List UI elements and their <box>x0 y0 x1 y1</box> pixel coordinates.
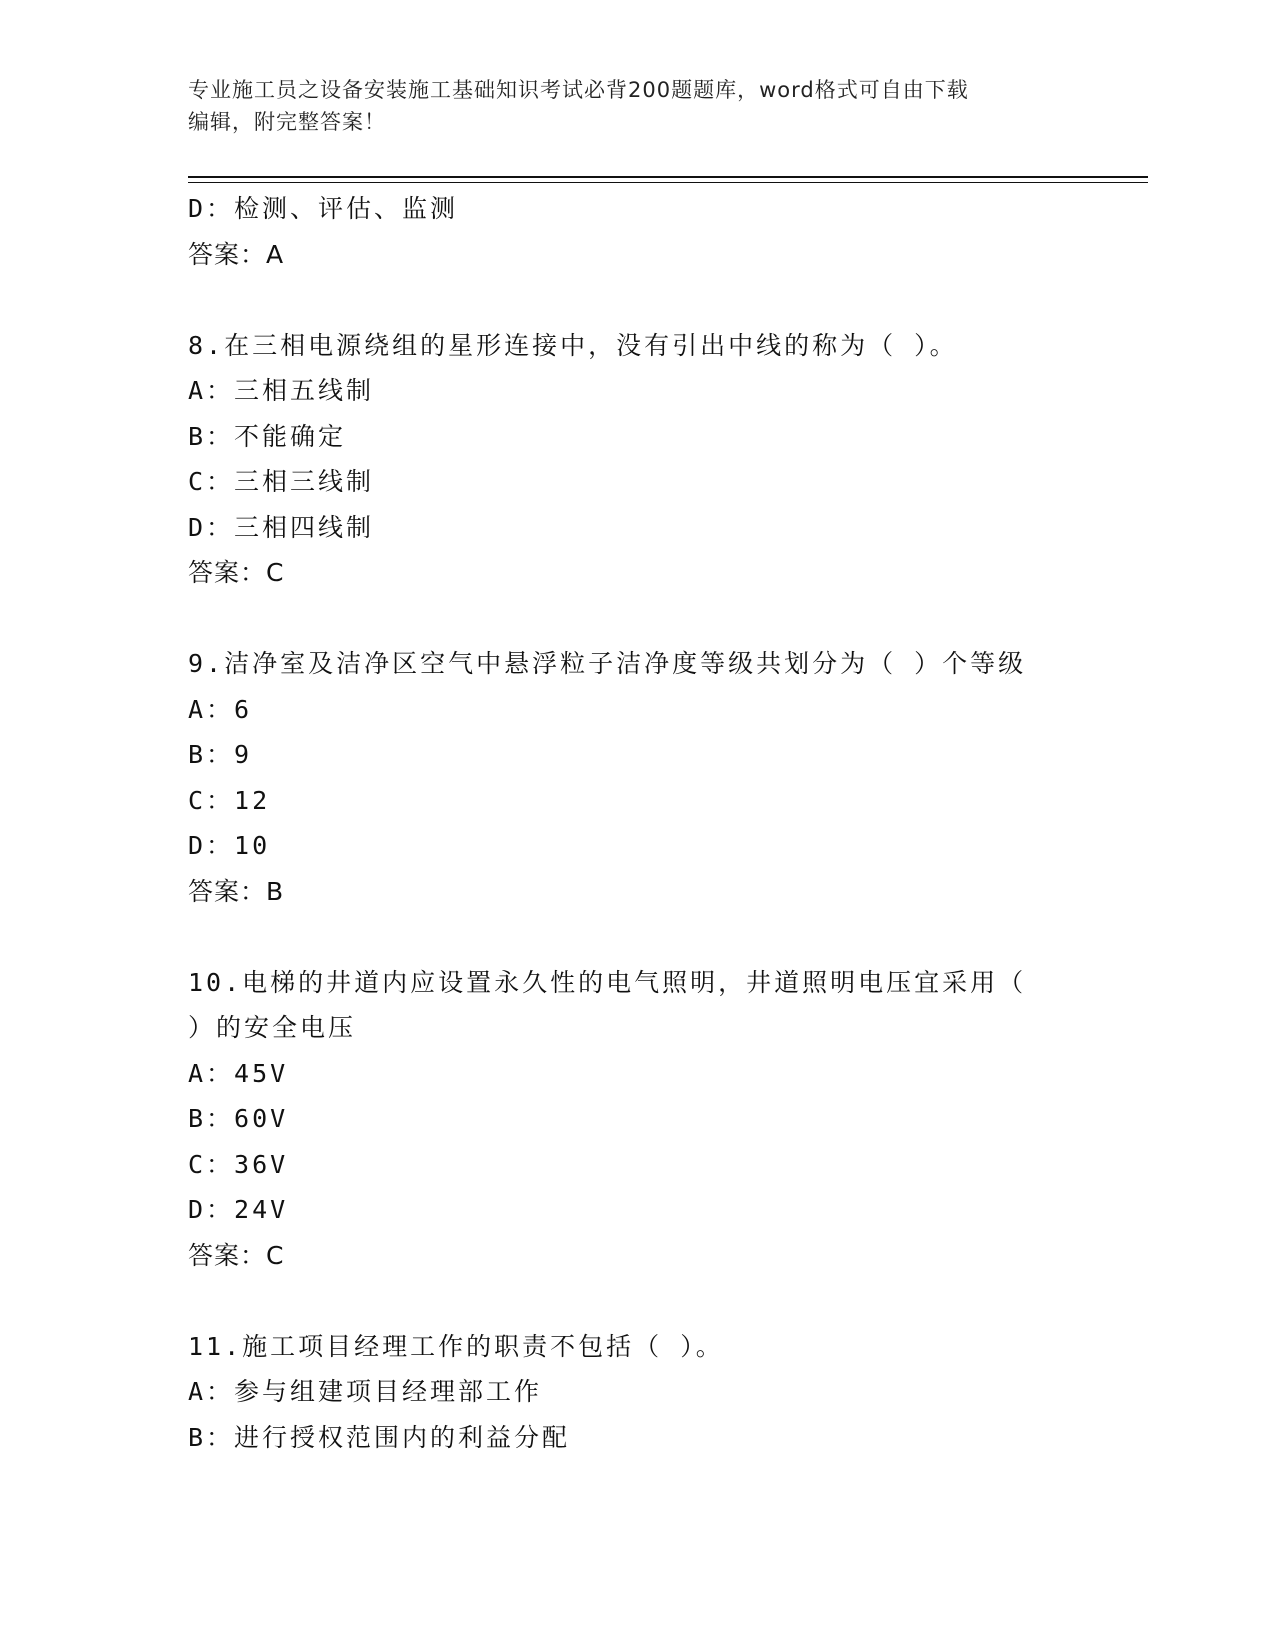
q8-option-b: B：不能确定 <box>188 421 347 451</box>
q7-option-d: D：检测、评估、监测 <box>188 194 459 223</box>
q8-option-a: A：三相五线制 <box>188 376 375 405</box>
question-list <box>188 186 1088 1460</box>
header-title-line-2: 编辑，附完整答案！ <box>188 110 386 134</box>
question-spacer <box>188 596 1088 642</box>
question-spacer <box>188 914 1088 960</box>
question-8-block <box>188 323 1088 596</box>
q10-stem-line-2: ）的安全电压 <box>188 1013 357 1042</box>
q9-option-b: B：9 <box>188 740 253 769</box>
header-title-line-1: 专业施工员之设备安装施工基础知识考试必背200题题库，word格式可自由下载 <box>188 78 969 102</box>
q9-option-c: C：12 <box>188 785 271 815</box>
q10-option-d: D：24V <box>188 1195 289 1224</box>
question-9-block <box>188 641 1088 914</box>
q7-answer: 答案：A <box>188 239 285 269</box>
q11-option-a: A：参与组建项目经理部工作 <box>188 1377 543 1406</box>
q9-option-a: A：6 <box>188 694 253 724</box>
question-spacer <box>188 277 1088 323</box>
q9-stem: 9.洁净室及洁净区空气中悬浮粒子洁净度等级共划分为（ ）个等级 <box>188 649 1027 678</box>
question-7-block <box>188 186 1088 277</box>
q8-option-d: D：三相四线制 <box>188 512 375 542</box>
q10-answer: 答案：C <box>188 1240 285 1270</box>
document-header <box>188 74 1088 138</box>
question-spacer <box>188 1278 1088 1324</box>
q9-answer: 答案：B <box>188 876 285 906</box>
q8-option-c: C：三相三线制 <box>188 467 375 496</box>
q8-stem: 8.在三相电源绕组的星形连接中，没有引出中线的称为（ ）。 <box>188 330 958 360</box>
q10-option-a: A：45V <box>188 1058 289 1088</box>
question-10-block <box>188 960 1088 1279</box>
q11-option-b: B：进行授权范围内的利益分配 <box>188 1422 571 1452</box>
q8-answer: 答案：C <box>188 558 285 587</box>
q10-option-b: B：60V <box>188 1104 289 1133</box>
header-divider-thick <box>188 176 1148 178</box>
q10-option-c: C：36V <box>188 1149 289 1179</box>
question-11-block <box>188 1324 1088 1461</box>
q11-stem: 11.施工项目经理工作的职责不包括（ ）。 <box>188 1331 724 1361</box>
q9-option-d: D：10 <box>188 831 271 860</box>
q10-stem-line-1: 10.电梯的井道内应设置永久性的电气照明，井道照明电压宜采用（ <box>188 967 1027 997</box>
header-divider-thin <box>188 182 1148 183</box>
